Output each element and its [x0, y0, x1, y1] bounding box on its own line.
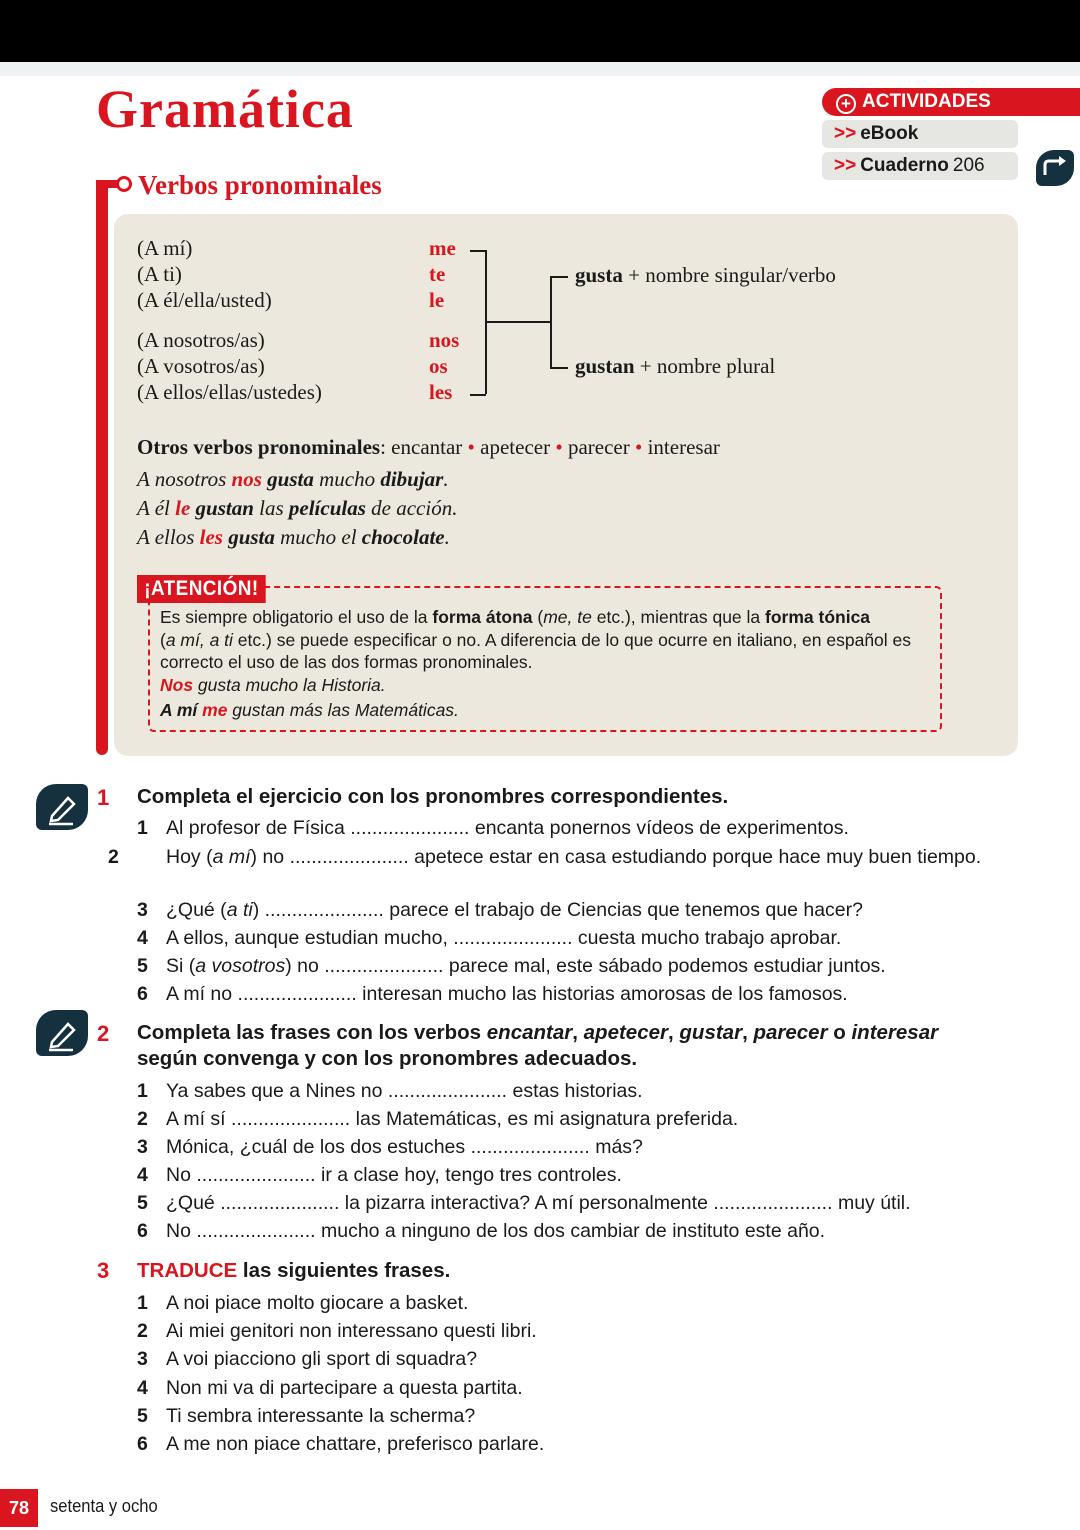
blank-field: ...................... [231, 1108, 351, 1130]
plus-icon: + [836, 94, 856, 114]
cuaderno-page: 206 [952, 155, 985, 176]
section-dot-icon [116, 176, 132, 192]
pronoun-atono: le [429, 288, 445, 312]
blank-field: ...................... [289, 846, 409, 868]
rule-plural: gustan + nombre plural [575, 354, 776, 378]
exercise-item: 5 Si (a vosotros) no ...................... parece mal, este sábado podemos estudiar juntos. [137, 955, 886, 977]
chevrons-icon: >> [834, 123, 857, 144]
blank-field: ...................... [237, 983, 357, 1005]
exercise-item: 3 Mónica, ¿cuál de los dos estuches ...................... más? [137, 1136, 643, 1158]
forward-arrow-icon[interactable] [1036, 150, 1074, 186]
blank-field: ...................... [470, 1136, 590, 1158]
exercise-item: 1 Al profesor de Física ...................... encanta ponernos vídeos de experimentos. [137, 817, 849, 839]
blank-field: ...................... [350, 817, 470, 839]
top-band [0, 62, 1080, 76]
example-sentence: A ellos les gusta mucho el chocolate. [137, 525, 450, 549]
actividades-label: ACTIVIDADES [862, 91, 991, 112]
atencion-label: ¡ATENCIÓN! [137, 575, 266, 603]
exercise-item: 1 A noi piace molto giocare a basket. [137, 1292, 469, 1314]
exercise-item: 3 ¿Qué (a ti) ...................... parece el trabajo de Ciencias que tenemos que hacer? [137, 899, 863, 921]
bracket-line [470, 394, 486, 396]
pronoun-prep: (A vosotros/as) [137, 354, 265, 378]
cuaderno-link[interactable] [822, 152, 1018, 180]
exercise-item: 6 No ...................... mucho a ninguno de los dos cambiar de instituto este año. [137, 1220, 826, 1242]
page-number: 78 [0, 1489, 38, 1527]
pencil-icon [36, 1010, 88, 1056]
exercise-heading: TRADUCE las siguientes frases. [137, 1259, 451, 1282]
blank-field: ...................... [264, 899, 384, 921]
exercise-item: 1 Ya sabes que a Nines no ...................... estas historias. [137, 1080, 643, 1102]
pronoun-prep: (A ellos/ellas/ustedes) [137, 380, 322, 404]
pronoun-prep: (A él/ella/usted) [137, 288, 272, 312]
atencion-example: A mí me gustan más las Matemáticas. [160, 700, 459, 720]
section-red-bar [96, 180, 108, 755]
exercise-item: 4 Non mi va di partecipare a questa partita. [137, 1377, 523, 1399]
cuaderno-label: Cuaderno [860, 155, 949, 176]
blank-field: ...................... [196, 1220, 316, 1242]
ebook-link[interactable] [822, 120, 1018, 148]
blank-field: ...................... [324, 955, 444, 977]
exercise-heading: Completa las frases con los verbos encantar, apetecer, gustar, parecer o interesar según convenga y con los pronombres adecuados. [137, 1021, 939, 1070]
ebook-label: eBook [860, 123, 919, 144]
blank-field: ...................... [387, 1080, 508, 1102]
exercise-item: 2 A mí sí ...................... las Matemáticas, es mi asignatura preferida. [137, 1108, 739, 1130]
pronoun-atono: os [429, 354, 448, 378]
otros-verbos: Otros verbos pronominales: encantar • apetecer • parecer • interesar [137, 435, 720, 459]
pronoun-prep: (A nosotros/as) [137, 328, 265, 352]
pencil-icon [36, 784, 88, 830]
top-bar [0, 0, 1080, 62]
pronoun-atono: te [429, 262, 446, 286]
atencion-example: Nos gusta mucho la Historia. [160, 675, 386, 695]
bracket-line [486, 321, 550, 323]
chevrons-icon: >> [834, 155, 857, 176]
pronoun-atono: me [429, 236, 456, 260]
section-subtitle: Verbos pronominales [138, 170, 382, 200]
exercise-item: 4 No ...................... ir a clase hoy, tengo tres controles. [137, 1164, 622, 1186]
bracket-line [550, 276, 552, 367]
page-number-text: setenta y ocho [50, 1496, 158, 1516]
exercise-item: 5 ¿Qué ...................... la pizarra interactiva? A mí personalmente ...................... muy útil. [137, 1192, 911, 1214]
blank-field: ...................... [713, 1192, 833, 1214]
example-sentence: A él le gustan las películas de acción. [137, 496, 458, 520]
rule-singular: gusta + nombre singular/verbo [575, 263, 836, 287]
bracket-line [550, 367, 568, 369]
exercise-item: 2 Ai miei genitori non interessano questi libri. [137, 1320, 537, 1342]
exercise-number: 2 [97, 1021, 110, 1046]
bracket-line [470, 250, 486, 252]
atencion-text: Es siempre obligatorio el uso de la forma átona (me, te etc.), mientras que la forma tónica (a mí, a ti etc.) se puede especificar o no. A diferencia de lo que ocurre en italiano, en español es correcto el uso de las dos formas pronominales. [160, 607, 912, 672]
exercise-heading: Completa el ejercicio con los pronombres correspondientes. [137, 785, 729, 808]
exercise-item: 6 A mí no ...................... interesan mucho las historias amorosas de los famosos. [137, 983, 848, 1005]
pronoun-prep: (A mí) [137, 236, 193, 260]
page-title: Gramática [96, 79, 354, 139]
actividades-button[interactable] [822, 88, 1080, 116]
exercise-number: 1 [97, 785, 110, 810]
bracket-line [550, 276, 568, 278]
exercise-item: 6 A me non piace chattare, preferisco parlare. [137, 1433, 545, 1455]
blank-field: ...................... [220, 1192, 340, 1214]
pronoun-atono: nos [429, 328, 460, 352]
pronoun-prep: (A ti) [137, 262, 182, 286]
exercise-number: 3 [97, 1258, 110, 1283]
exercise-item: 2 Hoy (a mí) no ...................... apetece estar en casa estudiando porque hace muy buen tiempo. [108, 846, 982, 868]
blank-field: ...................... [453, 927, 573, 949]
exercise-item: 4 A ellos, aunque estudian mucho, ...................... cuesta mucho trabajo aprobar. [137, 927, 842, 949]
exercise-item: 5 Ti sembra interessante la scherma? [137, 1405, 476, 1427]
exercise-item: 3 A voi piacciono gli sport di squadra? [137, 1348, 478, 1370]
blank-field: ...................... [196, 1164, 316, 1186]
example-sentence: A nosotros nos gusta mucho dibujar. [137, 467, 449, 491]
pronoun-atono: les [429, 380, 453, 404]
